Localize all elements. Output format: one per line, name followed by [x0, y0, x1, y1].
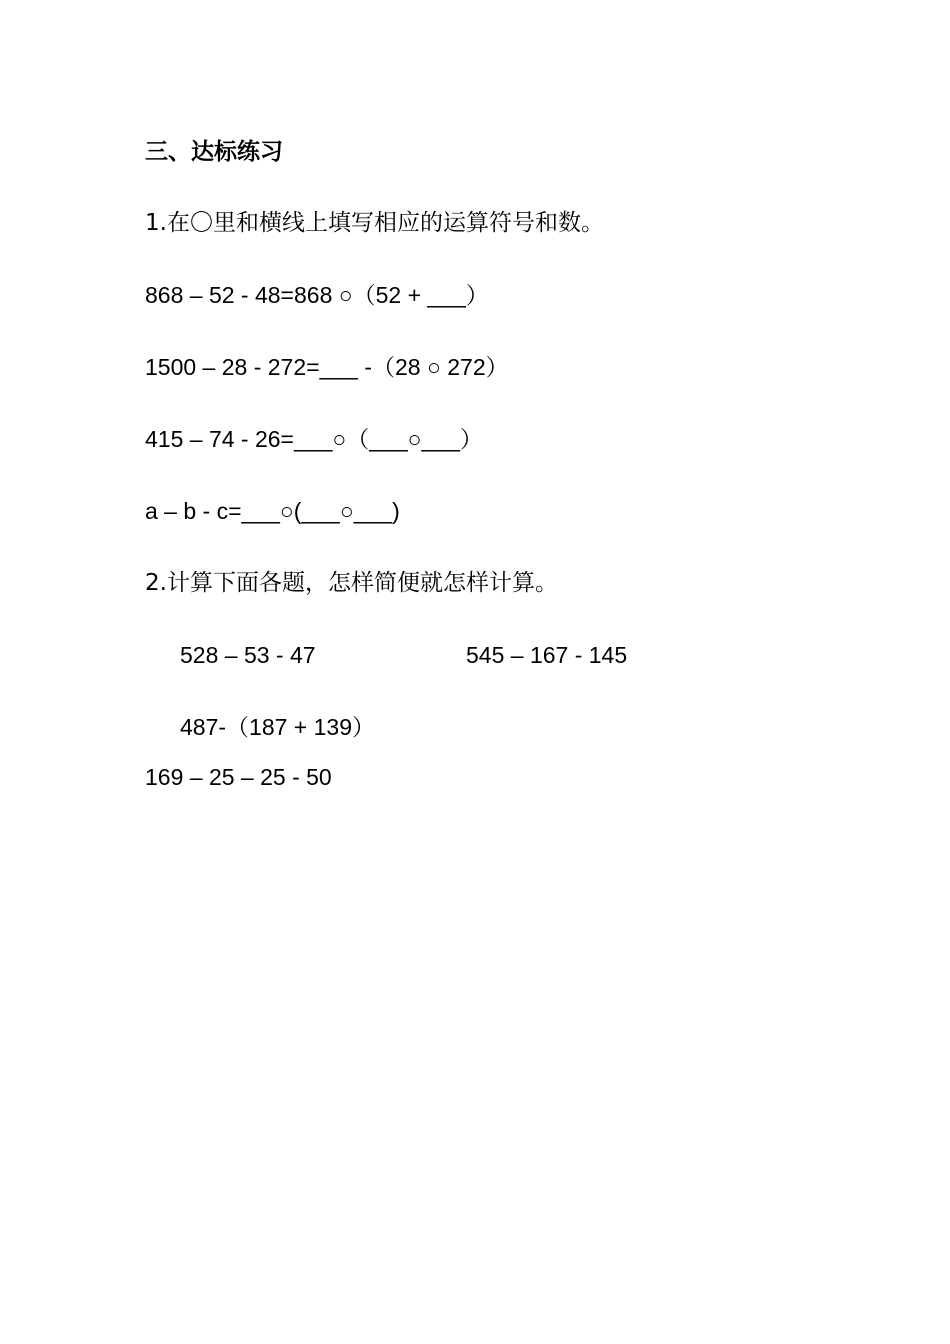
question-2-problem-1: 528 – 53 - 47 — [180, 642, 316, 668]
question-1-line-3: 415 – 74 - 26=___○（___○___） — [145, 426, 483, 452]
section-heading: 三、达标练习 — [145, 139, 283, 165]
question-2-problem-2: 545 – 167 - 145 — [466, 642, 628, 668]
question-2-problem-3: 487-（187 + 139） — [180, 714, 375, 740]
question-2-problem-4: 169 – 25 – 25 - 50 — [145, 764, 332, 790]
question-1-prompt: 1.在〇里和横线上填写相应的运算符号和数。 — [145, 210, 604, 236]
question-1-line-2: 1500 – 28 - 272=___ -（28 ○ 272） — [145, 354, 509, 380]
question-1-line-1: 868 – 52 - 48=868 ○（52 + ___） — [145, 282, 489, 308]
question-2-prompt: 2.计算下面各题，怎样简便就怎样计算。 — [145, 570, 558, 596]
question-1-line-4: a – b - c=___○(___○___) — [145, 498, 400, 524]
